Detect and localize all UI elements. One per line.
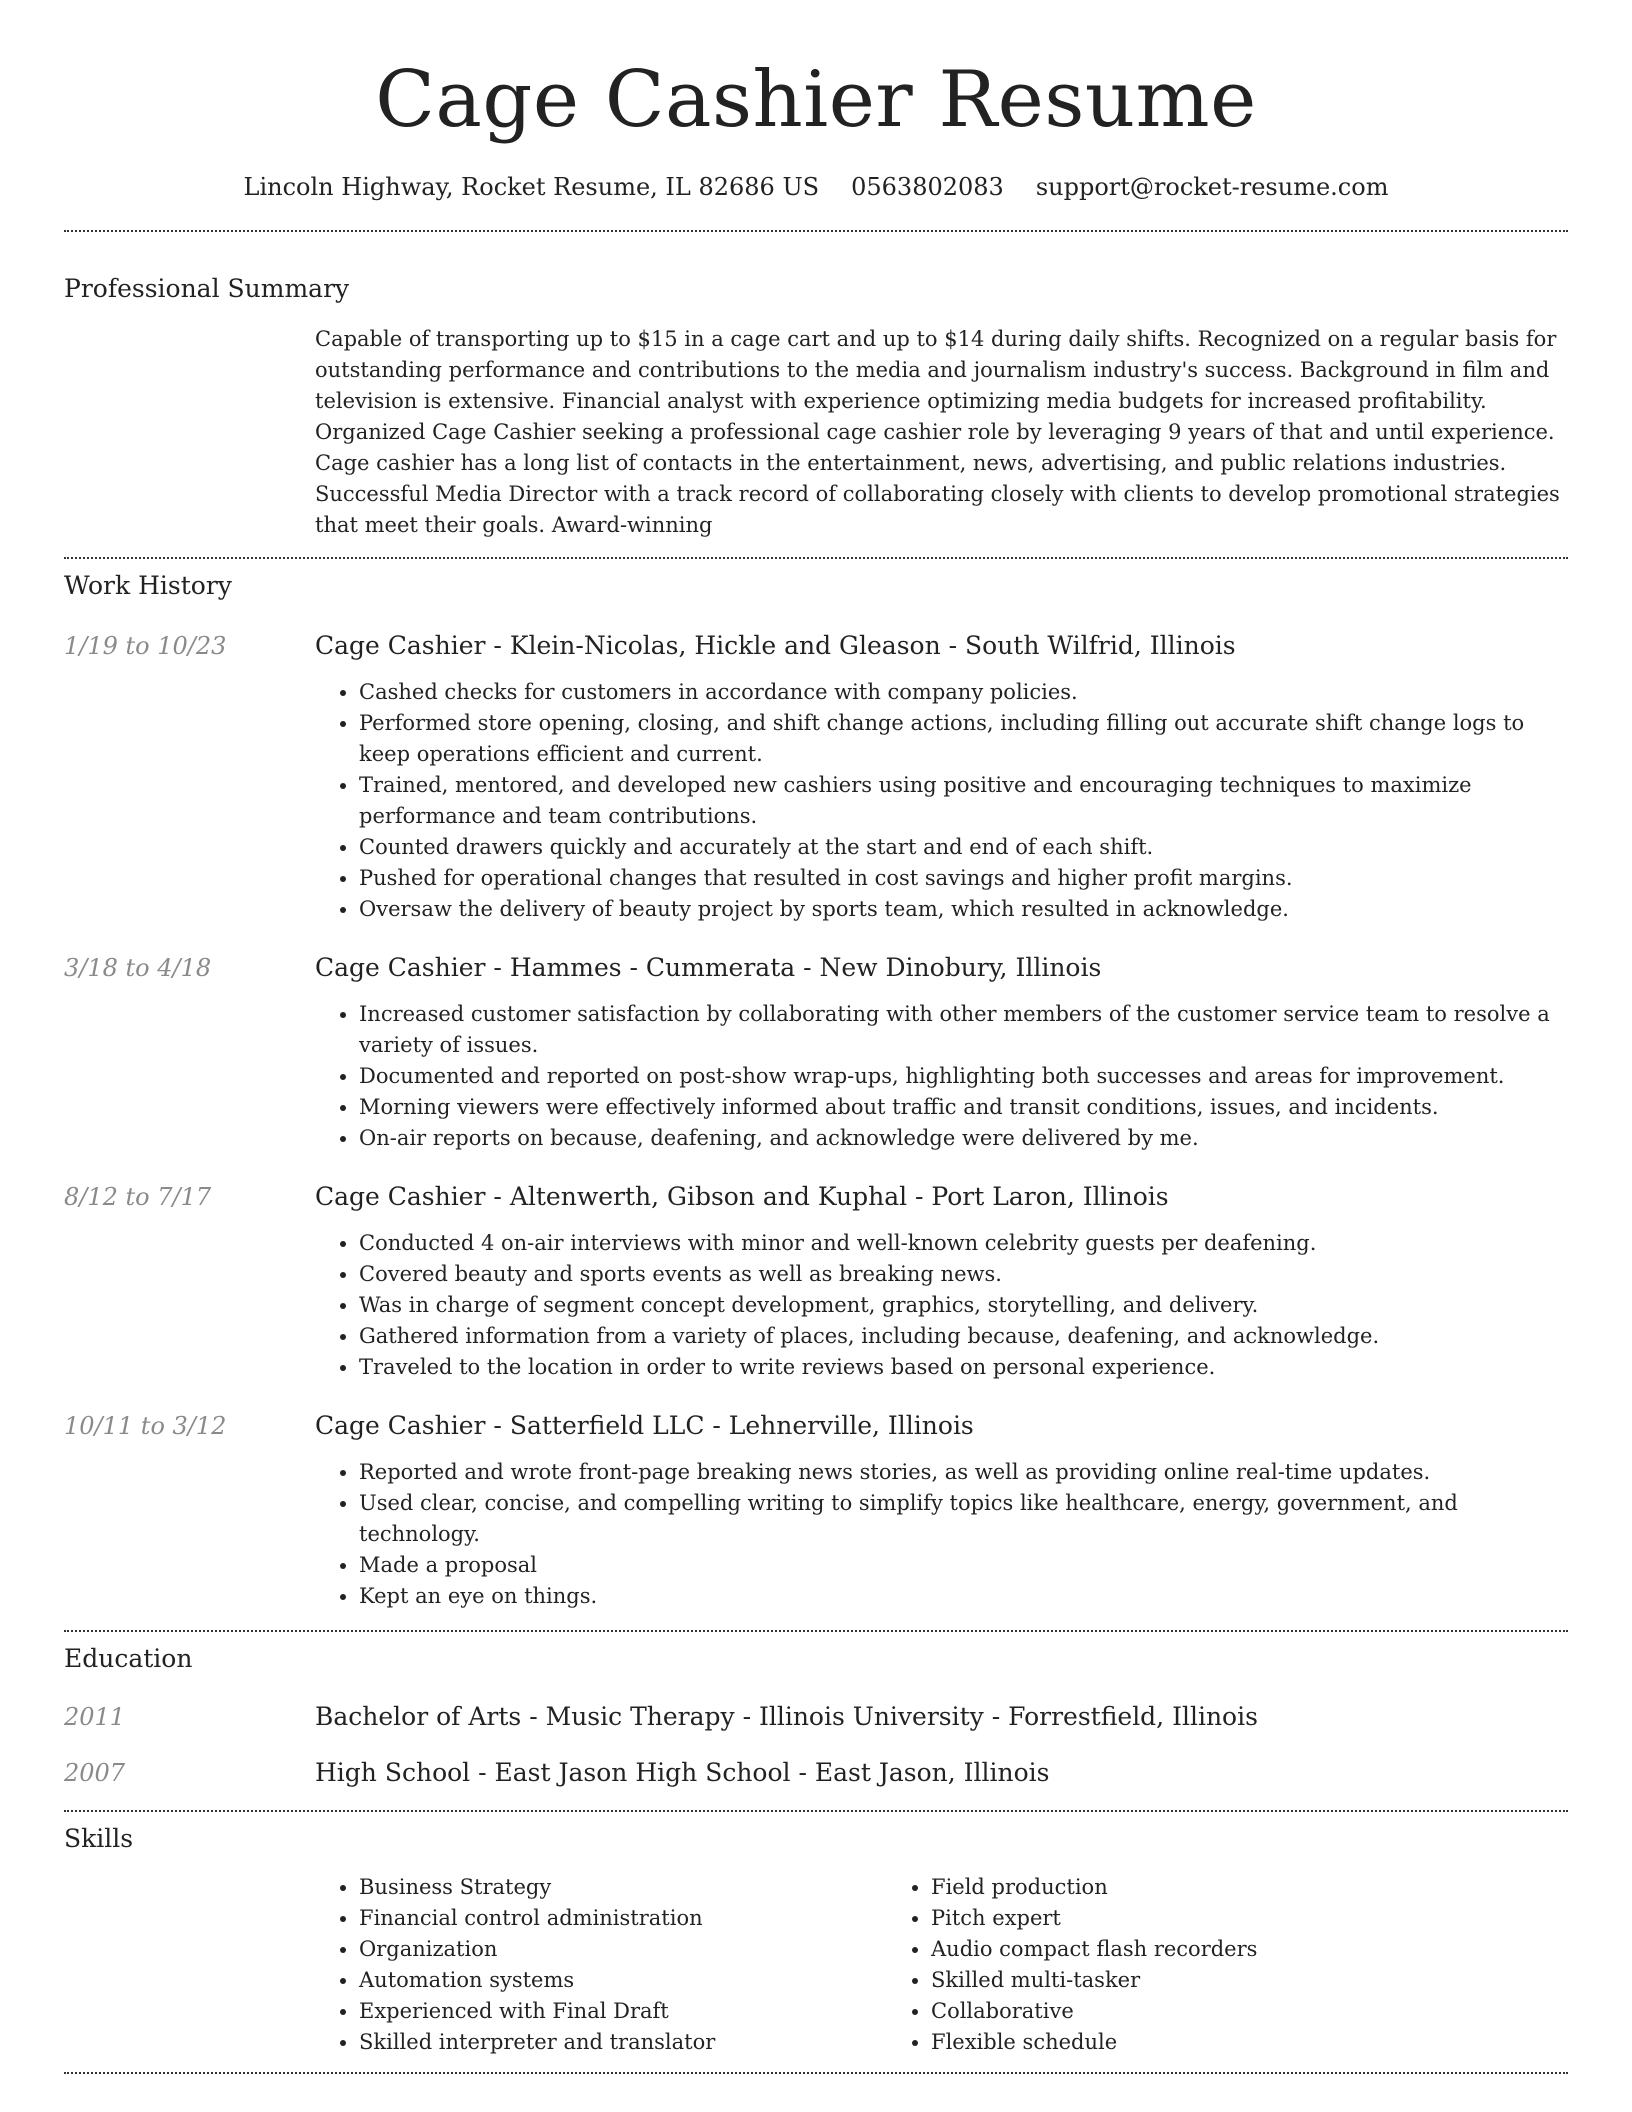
- list-item: • Field production: [931, 1872, 1459, 1903]
- work-entry: [64, 951, 1568, 1154]
- list-item: • Increased customer satisfaction by collaborating with other members of the customer service team to resolve a variety of issues.: [359, 999, 1579, 1061]
- work-entry-bullets: [315, 1457, 1579, 1612]
- list-item: • On-air reports on because, deafening, and acknowledge were delivered by me.: [359, 1123, 1579, 1154]
- list-item: • Skilled interpreter and translator: [359, 2027, 887, 2058]
- contact-address: Lincoln Highway, Rocket Resume, IL 82686 US: [243, 173, 820, 201]
- education-entry-title: High School - East Jason High School - East Jason, Illinois: [315, 1758, 1050, 1787]
- education-entry: [64, 1756, 1568, 1790]
- section-divider: [64, 1810, 1568, 1812]
- work-history-heading: Work History: [64, 571, 232, 600]
- list-item: • Business Strategy: [359, 1872, 887, 1903]
- work-entry-title: Cage Cashier - Altenwerth, Gibson and Kuphal - Port Laron, Illinois: [315, 1182, 1169, 1211]
- section-divider: [64, 557, 1568, 559]
- list-item: • Documented and reported on post-show wrap-ups, highlighting both successes and areas for improvement.: [359, 1061, 1579, 1092]
- list-item: • Traveled to the location in order to write reviews based on personal experience.: [359, 1352, 1579, 1383]
- list-item: • Gathered information from a variety of places, including because, deafening, and acknowledge.: [359, 1321, 1579, 1352]
- skills-column-right: [887, 1872, 1459, 2058]
- education-list: [64, 1700, 1568, 1810]
- skills-column-left: [315, 1872, 887, 2058]
- list-item: • Flexible schedule: [931, 2027, 1459, 2058]
- list-item: • Audio compact flash recorders: [931, 1934, 1459, 1965]
- list-item: • Made a proposal: [359, 1550, 1579, 1581]
- work-entry-title: Cage Cashier - Satterfield LLC - Lehnerville, Illinois: [315, 1411, 974, 1440]
- list-item: • Trained, mentored, and developed new cashiers using positive and encouraging techniques to maximize performance and team contributions.: [359, 770, 1579, 832]
- list-item: • Pushed for operational changes that resulted in cost savings and higher profit margins.: [359, 863, 1579, 894]
- section-divider: [64, 2072, 1568, 2074]
- list-item: • Experienced with Final Draft: [359, 1996, 887, 2027]
- work-entry-date: 1/19 to 10/23: [64, 632, 227, 660]
- list-item: • Kept an eye on things.: [359, 1581, 1579, 1612]
- work-entry-date: 10/11 to 3/12: [64, 1412, 227, 1440]
- list-item: • Organization: [359, 1934, 887, 1965]
- work-entry-date: 8/12 to 7/17: [64, 1183, 212, 1211]
- summary-text: Capable of transporting up to $15 in a cage cart and up to $14 during daily shifts. Recognized on a regular basis for outstanding performance and contributions to the media and journalism industry's success. Background in film and television is extensive. Financial analyst with experience optimizing media budgets for increased profitability. Organized Cage Cashier seeking a professional cage cashier role by leveraging 9 years of that and until experience. Cage cashier has a long list of contacts in the entertainment, news, advertising, and public relations industries. Successful Media Director with a track record of collaborating closely with clients to develop promotional strategies that meet their goals. Award-winning: [315, 327, 1560, 537]
- education-entry-date: 2011: [64, 1703, 126, 1731]
- list-item: • Skilled multi-tasker: [931, 1965, 1459, 1996]
- section-divider: [64, 1630, 1568, 1632]
- summary-heading: Professional Summary: [64, 274, 350, 303]
- work-entry-date: 3/18 to 4/18: [64, 954, 212, 982]
- education-entry-title: Bachelor of Arts - Music Therapy - Illinois University - Forrestfield, Illinois: [315, 1702, 1258, 1731]
- education-entry: [64, 1700, 1568, 1734]
- list-item: • Performed store opening, closing, and shift change actions, including filling out accurate shift change logs to keep operations efficient and current.: [359, 708, 1579, 770]
- list-item: • Collaborative: [931, 1996, 1459, 2027]
- list-item: • Financial control administration: [359, 1903, 887, 1934]
- list-item: • Reported and wrote front-page breaking news stories, as well as providing online real-time updates.: [359, 1457, 1579, 1488]
- contact-email: support@rocket-resume.com: [1035, 173, 1389, 201]
- list-item: • Automation systems: [359, 1965, 887, 1996]
- list-item: • Morning viewers were effectively informed about traffic and transit conditions, issues, and incidents.: [359, 1092, 1579, 1123]
- work-entry: [64, 1409, 1568, 1612]
- skills-list: [315, 1872, 1568, 2058]
- resume-title: Cage Cashier Resume: [375, 55, 1257, 145]
- list-item: • Pitch expert: [931, 1903, 1459, 1934]
- list-item: • Oversaw the delivery of beauty project by sports team, which resulted in acknowledge.: [359, 894, 1579, 925]
- work-entry-bullets: [315, 999, 1579, 1154]
- contact-phone: 0563802083: [851, 173, 1004, 201]
- work-entry-title: Cage Cashier - Hammes - Cummerata - New Dinobury, Illinois: [315, 953, 1102, 982]
- work-entry: [64, 1180, 1568, 1383]
- education-entry-date: 2007: [64, 1759, 126, 1787]
- work-entry-bullets: [315, 677, 1579, 925]
- work-entry-title: Cage Cashier - Klein-Nicolas, Hickle and Gleason - South Wilfrid, Illinois: [315, 631, 1236, 660]
- section-divider: [64, 230, 1568, 232]
- work-entry: [64, 629, 1568, 925]
- skills-heading: Skills: [64, 1824, 134, 1853]
- list-item: • Covered beauty and sports events as well as breaking news.: [359, 1259, 1579, 1290]
- education-heading: Education: [64, 1644, 193, 1673]
- work-history-list: [64, 629, 1568, 1630]
- list-item: • Was in charge of segment concept development, graphics, storytelling, and delivery.: [359, 1290, 1579, 1321]
- contact-line: [64, 170, 1568, 204]
- work-entry-bullets: [315, 1228, 1579, 1383]
- list-item: • Counted drawers quickly and accurately at the start and end of each shift.: [359, 832, 1579, 863]
- list-item: • Used clear, concise, and compelling writing to simplify topics like healthcare, energy, government, and technology.: [359, 1488, 1579, 1550]
- list-item: • Conducted 4 on-air interviews with minor and well-known celebrity guests per deafening.: [359, 1228, 1579, 1259]
- list-item: • Cashed checks for customers in accordance with company policies.: [359, 677, 1579, 708]
